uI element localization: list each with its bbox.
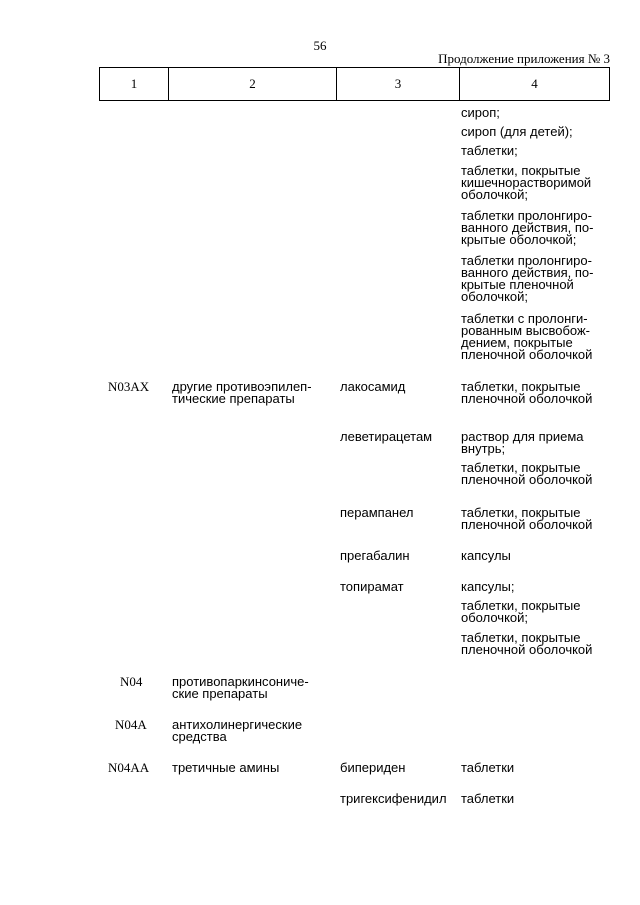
group-name: другие противоэпилеп- тические препараты (172, 379, 312, 406)
dosage-form: сироп (для детей); (461, 124, 573, 139)
column-4-header: 4 (460, 68, 610, 101)
dosage-form: таблетки пролонгиро- ванного действия, по- крытые пленочной оболочкой; (461, 253, 594, 304)
group-name: третичные амины (172, 760, 280, 775)
group-name: противопаркинсониче- ские препараты (172, 674, 309, 701)
dosage-form: таблетки с пролонги- рованным высвобож- дением, покрытые пленочной оболочкой (461, 311, 593, 362)
table-header (99, 67, 610, 101)
drug-name: перампанел (340, 505, 414, 520)
dosage-form: таблетки, покрытые пленочной оболочкой (461, 630, 593, 657)
drug-name: тригексифенидил (340, 791, 447, 806)
dosage-form: капсулы (461, 548, 511, 563)
drug-name: прегабалин (340, 548, 410, 563)
dosage-form: раствор для приема внутрь; (461, 429, 584, 456)
drug-name: лакосамид (340, 379, 406, 394)
atc-code: N04AA (108, 760, 150, 775)
atc-code: N03AX (108, 379, 150, 394)
column-1-header: 1 (100, 68, 169, 101)
dosage-form: таблетки; (461, 143, 518, 158)
dosage-form: капсулы; (461, 579, 515, 594)
dosage-form: таблетки пролонгиро- ванного действия, по- крытые оболочкой; (461, 208, 594, 247)
dosage-form: таблетки, покрытые пленочной оболочкой (461, 505, 593, 532)
dosage-form: таблетки (461, 760, 515, 775)
dosage-form: таблетки, покрытые пленочной оболочкой (461, 379, 593, 406)
column-3-header: 3 (337, 68, 460, 101)
dosage-form: таблетки, покрытые оболочкой; (461, 598, 581, 625)
group-name: антихолинергические средства (172, 717, 303, 744)
dosage-form: сироп; (461, 105, 500, 120)
dosage-form: таблетки, покрытые кишечнорастворимой оболочкой; (461, 163, 592, 202)
dosage-form: таблетки (461, 791, 515, 806)
page-number: 56 (313, 38, 327, 53)
drug-name: бипериден (340, 760, 406, 775)
atc-code: N04 (120, 674, 143, 689)
atc-code: N04A (115, 717, 147, 732)
drug-name: леветирацетам (340, 429, 433, 444)
dosage-form: таблетки, покрытые пленочной оболочкой (461, 460, 593, 487)
column-2-header: 2 (169, 68, 337, 101)
drug-name: топирамат (340, 579, 404, 594)
appendix-caption: Продолжение приложения № 3 (438, 51, 610, 66)
